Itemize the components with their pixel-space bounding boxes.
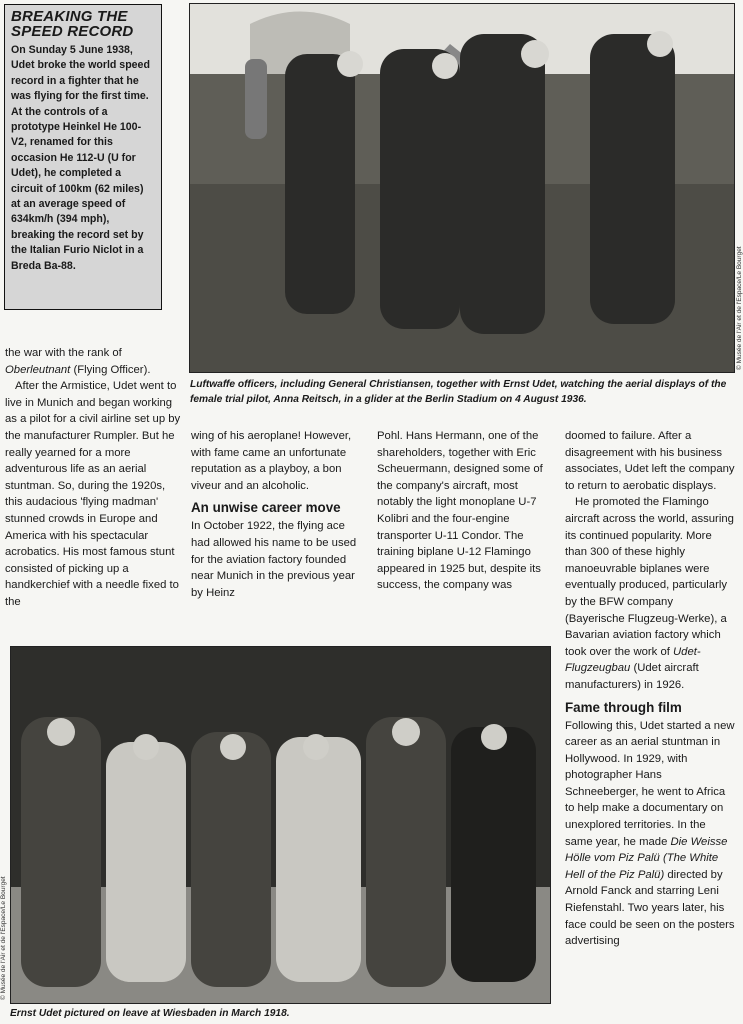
col1-p1-a: the war with the rank of [5, 347, 122, 359]
col1-para-2: After the Armistice, Udet went to live in Munich and began working as a pilot for a civil airline set up by the manufacturer Rumpler. But he really yearned for a more adventurous life as an aerial stuntman. So, during the 1920s, this audacious 'flying madman' stunned crowds in Europe and America with his spectacular acrobatics. His most famous stunt consisted of picking up a handkerchief with a needle fixed to the [5, 380, 181, 608]
col1-p1-em: Oberleutnant [5, 363, 71, 376]
col2-heading: An unwise career move [191, 500, 341, 516]
sidebar-title [11, 9, 155, 39]
column-3 [377, 428, 555, 594]
col4-para-3 [565, 718, 735, 950]
col1-p1-b: (Flying Officer). [70, 363, 151, 376]
col4-p3-a: Following this, Udet started a new career as an aerial stuntman in Hollywood. In 1929, with photographer Hans Schneeberger, he went to Africa to help make a documentary on unexplored territories. In the same year, he made [565, 719, 735, 848]
col4-heading: Fame through film [565, 699, 682, 715]
bottom-photo [10, 646, 551, 1004]
col3-para-1: Pohl. Hans Hermann, one of the shareholders, together with Eric Scheuermann, designed some of the company's aircraft, most notably the light monoplane U-7 Kolibri and the four-engine transporter U-11 Condor. The training biplane U-12 Flamingo appeared in 1925 but, despite its success, the company was [377, 430, 543, 592]
top-photo-caption: Luftwaffe officers, including General Christiansen, together with Ernst Udet, watching the aerial displays of the female trial pilot, Anna Reitsch, in a glider at the Berlin Stadium on 4 August 1936. [190, 379, 727, 405]
col4-p2-a: He promoted the Flamingo aircraft across the world, assuring its continued popularity. More than 300 of these highly manoeuvrable biplanes were eventually produced, particularly by the BFW company (Bayerische Flugzeug-Werke), a Bavarian aviation factory which took over the work of [565, 496, 734, 658]
col4-para-1: doomed to failure. After a disagreement with his business associates, Udet left the company to return to aerobatic displays. [565, 430, 735, 492]
col4-p2-b: (Udet aircraft manufacturers) in 1926. [565, 662, 699, 691]
top-photo-image [190, 4, 734, 372]
bottom-photo-credit: © Musée de l'Air et de l'Espace/Le Bourget [0, 876, 7, 1000]
col1-para-1 [5, 345, 185, 378]
col4-p2-em: Udet-Flugzeugbau [565, 645, 701, 675]
sidebar-body: On Sunday 5 June 1938, Udet broke the world speed record in a fighter that he was flying for the first time. At the controls of a prototype Heinkel He 100-V2, renamed for this occasion He 112-U (U for Udet), he completed a circuit of 100km (62 miles) at an average speed of 634km/h (394 mph), breaking the record set by the Italian Furio Niclot in a Breda Ba-88. [11, 44, 150, 272]
bottom-photo-image [11, 647, 550, 1003]
col4-p3-em: Die Weisse Hölle vom Piz Palü (The White Hell of the Piz Palü) [565, 835, 728, 881]
column-1 [5, 345, 185, 611]
bottom-photo-caption: Ernst Udet pictured on leave at Wiesbaden in March 1918. [10, 1008, 290, 1019]
top-photo [189, 3, 735, 373]
speed-record-sidebar [4, 4, 162, 310]
col2-para-1: wing of his aeroplane! However, with fame came an unfortunate reputation as a playboy, a bon viveur and an alcoholic. [191, 430, 352, 492]
top-photo-credit: © Musée de l'Air et de l'Espace/Le Bourget [736, 246, 743, 370]
column-2 [191, 428, 366, 601]
col4-p3-b: directed by Arnold Fanck and starring Leni Riefenstahl. Two years later, his face could be seen on the posters advertising [565, 868, 735, 948]
sidebar-title-line1: BREAKING THE [11, 8, 128, 25]
sidebar-title-line2: SPEED RECORD [11, 23, 134, 40]
column-4 [565, 428, 735, 950]
col4-para-2 [565, 494, 735, 693]
col2-para-2: In October 1922, the flying ace had allowed his name to be used for the aviation factory founded near Munich in the previous year by Heinz [191, 520, 357, 599]
